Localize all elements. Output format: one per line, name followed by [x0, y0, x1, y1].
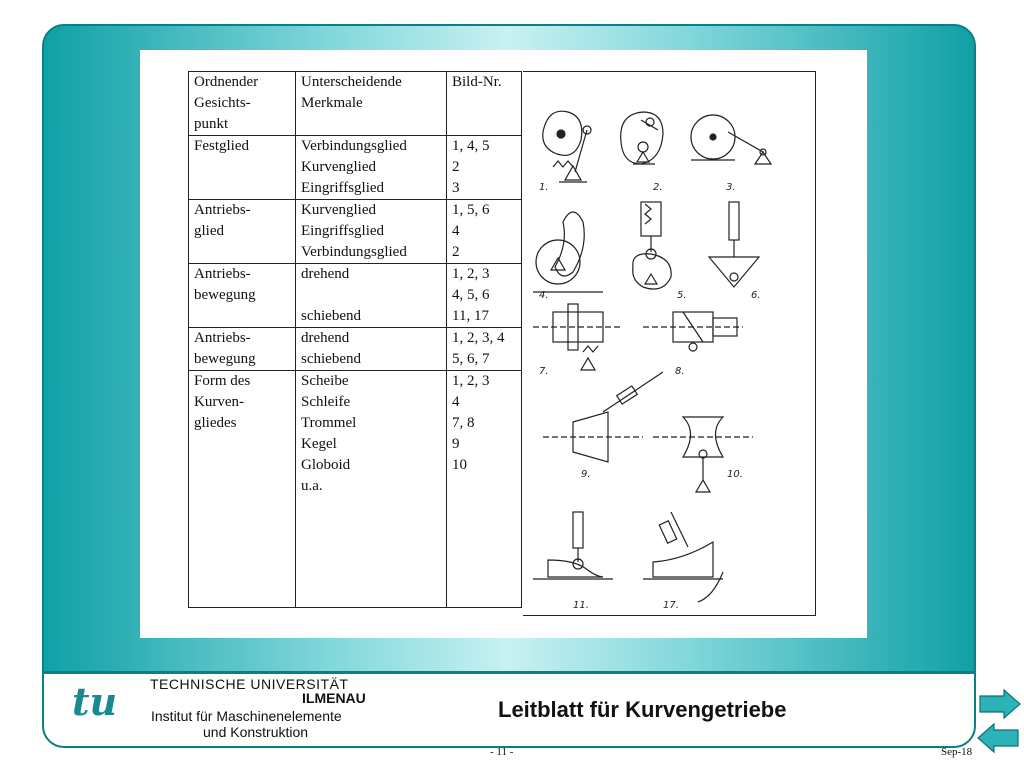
table-row — [189, 328, 522, 371]
figure-1-disc-cam — [543, 111, 591, 182]
institute-name-line1: Institut für Maschinenelemente — [151, 708, 342, 724]
figure-17-wedge-cam — [643, 512, 723, 602]
table-row — [189, 136, 522, 200]
figure-6-sector-cam — [709, 202, 759, 287]
cell-figures: 1, 2, 3 4 7, 8 9 10 — [447, 371, 522, 608]
figure-label: 5. — [677, 290, 687, 301]
figure-9-cone-cam — [543, 372, 663, 462]
date-stamp: Sep-18 — [941, 746, 973, 758]
cell-features: drehend schiebend — [296, 328, 447, 371]
cell-criterion: Form des Kurven- gliedes — [189, 371, 296, 608]
cell-features: Scheibe Schleife Trommel Kegel Globoid u.a. — [296, 371, 447, 608]
header-figures: Bild-Nr. — [447, 72, 522, 136]
institute-name-line2: und Konstruktion — [203, 724, 309, 740]
figure-label: 3. — [726, 182, 736, 193]
figure-label: 11. — [573, 600, 589, 611]
figure-11-translating-cam — [533, 512, 613, 579]
classification-table — [188, 71, 522, 608]
previous-arrow-icon[interactable] — [978, 724, 1018, 752]
figure-label: 4. — [539, 290, 549, 301]
slide-title: Leitblatt für Kurvengetriebe — [498, 697, 787, 722]
figure-4-slot-cam — [533, 212, 603, 292]
cell-criterion: Antriebs- glied — [189, 200, 296, 264]
table-row — [189, 371, 522, 608]
figure-10-globoid-cam — [653, 417, 753, 492]
cell-figures: 1, 2, 3 4, 5, 6 11, 17 — [447, 264, 522, 328]
figure-2-cam-follower — [621, 112, 663, 164]
university-name: TECHNISCHE UNIVERSITÄT — [150, 676, 349, 692]
table-row — [189, 200, 522, 264]
figure-label: 2. — [653, 182, 663, 193]
table-row — [189, 264, 522, 328]
figure-8-drum-cam — [643, 312, 743, 351]
cell-figures: 1, 5, 6 4 2 — [447, 200, 522, 264]
university-logo — [70, 683, 134, 725]
navigation-arrows[interactable] — [976, 688, 1022, 760]
figure-label: 7. — [539, 366, 549, 377]
figure-label: 17. — [663, 600, 679, 611]
figure-7-drum-follower — [533, 304, 623, 370]
header-features: Unterscheidende Merkmale — [296, 72, 447, 136]
svg-text:tu: tu — [72, 683, 118, 724]
page-number: - 11 - — [490, 746, 514, 758]
university-city: ILMENAU — [302, 690, 366, 706]
figure-label: 8. — [675, 366, 685, 377]
cell-features: Verbindungsglied Kurvenglied Eingriffsglied — [296, 136, 447, 200]
figure-label: 10. — [727, 469, 743, 480]
figure-label: 1. — [539, 182, 549, 193]
figure-label: 6. — [751, 290, 761, 301]
header-criterion: Ordnender Gesichts- punkt — [189, 72, 296, 136]
cell-features: drehend schiebend — [296, 264, 447, 328]
cell-figures: 1, 2, 3, 4 5, 6, 7 — [447, 328, 522, 371]
next-arrow-icon[interactable] — [980, 690, 1020, 718]
figure-5-plunger-cam — [633, 202, 671, 289]
cam-mechanism-illustrations — [523, 71, 816, 616]
cell-criterion: Antriebs- bewegung — [189, 264, 296, 328]
figure-3-lever-cam — [691, 115, 771, 164]
cell-features: Kurvenglied Eingriffsglied Verbindungsglied — [296, 200, 447, 264]
figure-label: 9. — [581, 469, 591, 480]
cell-figures: 1, 4, 5 2 3 — [447, 136, 522, 200]
table-header-row — [189, 72, 522, 136]
cell-criterion: Festglied — [189, 136, 296, 200]
cell-criterion: Antriebs- bewegung — [189, 328, 296, 371]
